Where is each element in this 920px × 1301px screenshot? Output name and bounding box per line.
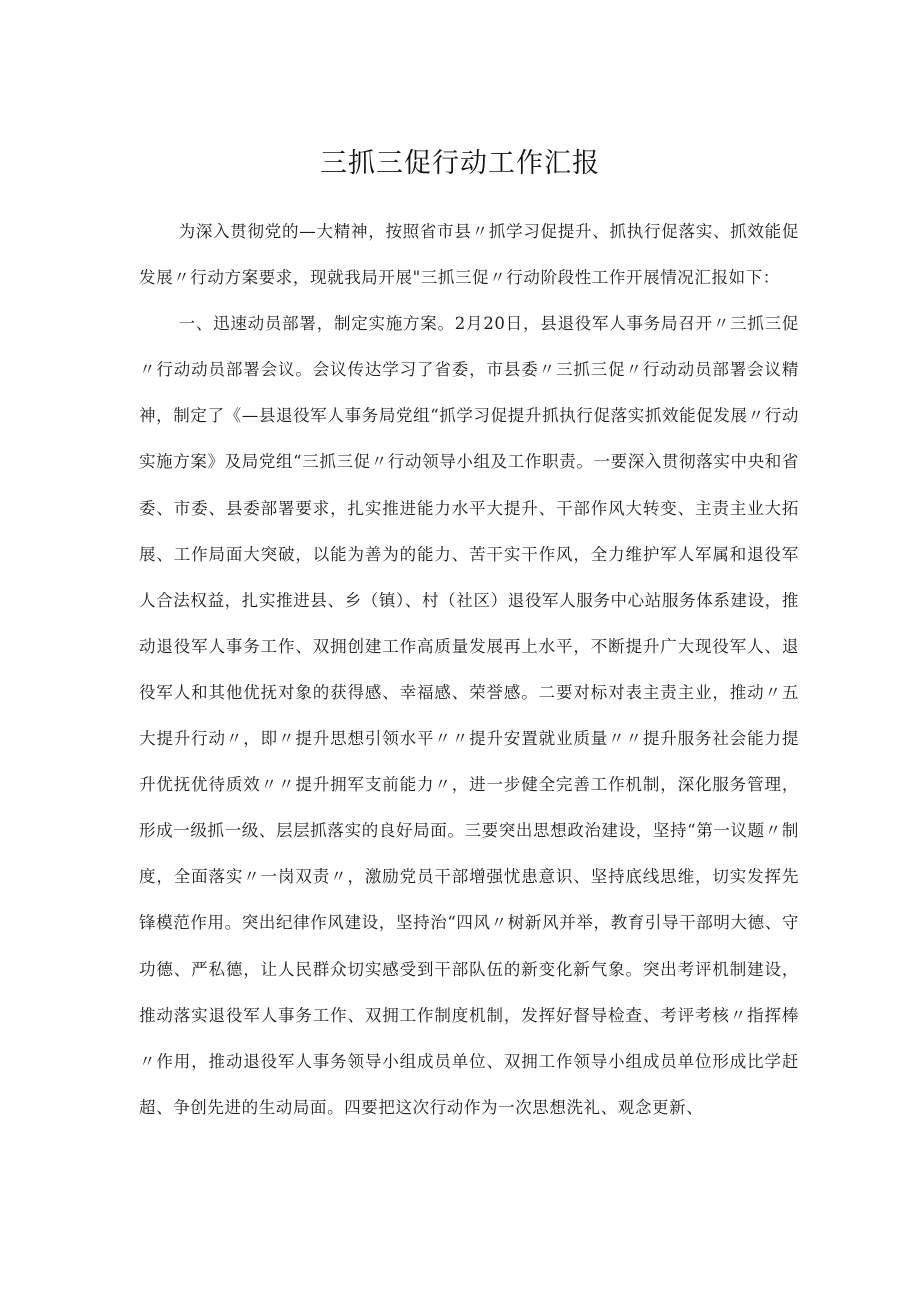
document-title: 三抓三促行动工作汇报 [320, 148, 600, 179]
paragraph-section-one: 一、迅速动员部署，制定实施方案。2月20日，县退役军人事务局召开〃三抓三促〃行动动员部署会议。会议传达学习了省委，市县委〃三抓三促〃行动动员部署会议精神，制定了《—县退役军人事务局党组“抓学习促提升抓执行促落实抓效能促发展〃行动实施方案》及局党组“三抓三促〃行动领导小组及工作职责。一要深入贯彻落实中央和省委、市委、县委部署要求，扎实推进能力水平大提升、干部作风大转变、主责主业大拓展、工作局面大突破，以能为善为的能力、苦干实干作风，全力维护军人军属和退役军人合法权益，扎实推进县、乡（镇）、村（社区）退役军人服务中心站服务体系建设，推动退役军人事务工作、双拥创建工作高质量发展再上水平，不断提升广大现役军人、退役军人和其他优抚对象的获得感、幸福感、荣誉感。二要对标对表主责主业，推动〃五大提升行动〃，即〃提升思想引领水平〃〃提升安置就业质量〃〃提升服务社会能力提升优抚优待质效〃〃提升拥军支前能力〃，进一步健全完善工作机制，深化服务管理，形成一级抓一级、层层抓落实的良好局面。三要突出思想政治建设，坚持“第一议题〃制度，全面落实〃一岗双责〃，激励党员干部增强忧患意识、坚持底线思维，切实发挥先锋模范作用。突出纪律作风建设，坚持治“四风〃树新风并举，教育引导干部明大德、守功德、严私德，让人民群众切实感受到干部队伍的新变化新气象。突出考评机制建设，推动落实退役军人事务工作、双拥工作制度机制，发挥好督导检查、考评考核〃指挥棒〃作用，推动退役军人事务领导小组成员单位、双拥工作领导小组成员单位形成比学赶超、争创先进的生动局面。四要把这次行动作为一次思想洗礼、观念更新、 [139, 314, 799, 1117]
paragraph-intro: 为深入贯彻党的—大精神，按照省市县〃抓学习促提升、抓执行促落实、抓效能促发展〃行动方案要求，现就我局开展"三抓三促〃行动阶段性工作开展情况汇报如下： [139, 222, 799, 288]
document-body [139, 209, 799, 1131]
